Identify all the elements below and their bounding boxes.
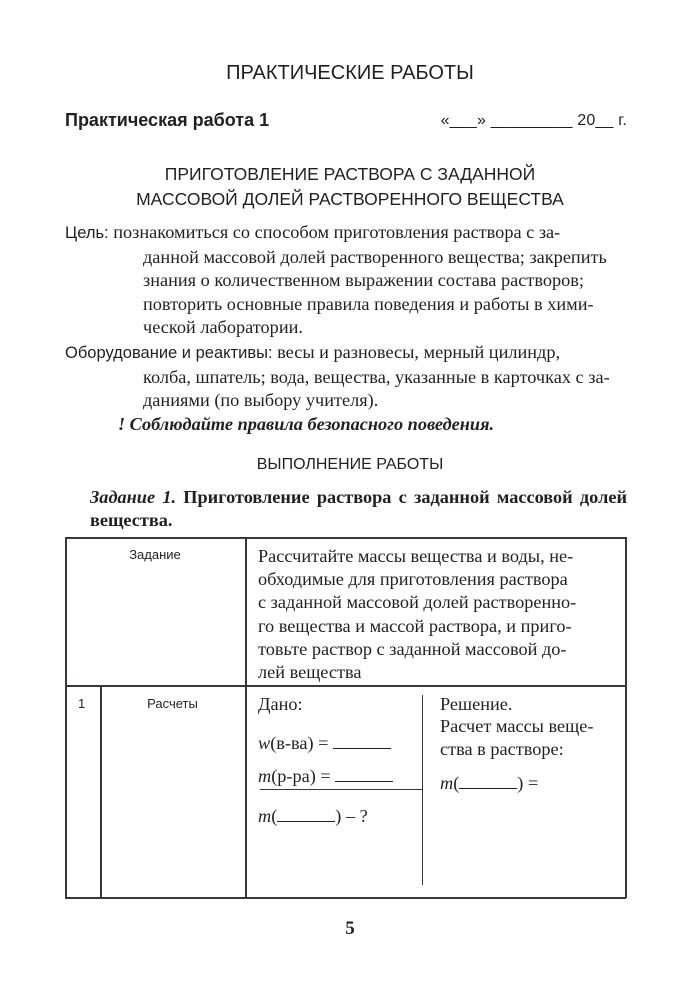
task-description-line: лей вещества xyxy=(258,662,362,683)
mass-fraction-subject: (в-ва) = xyxy=(270,733,334,753)
solution-formula xyxy=(440,773,538,794)
goal-text-line: познакомиться со способом приготовления раствора с за- xyxy=(113,222,561,242)
topic-line-1: ПРИГОТОВЛЕНИЕ РАСТВОРА С ЗАДАННОЙ xyxy=(164,164,536,184)
task-description xyxy=(258,545,616,684)
mass-symbol: m xyxy=(440,773,454,793)
formula-open: ( xyxy=(453,773,460,793)
mass-symbol: m xyxy=(258,806,272,826)
table-border-right xyxy=(625,537,627,898)
solution-title: Решение. xyxy=(440,694,513,714)
task-description-line: с заданной массовой долей растворенно- xyxy=(258,592,577,613)
task-title: Приготовление раствора с заданной массовой долей вещества. xyxy=(90,487,627,530)
equipment-text-line: весы и разновесы, мерный цилиндр, xyxy=(277,342,561,362)
given-find-divider xyxy=(260,789,423,790)
table-border-top xyxy=(65,537,626,539)
safety-note: ! Соблюдайте правила безопасного поведения. xyxy=(118,414,495,434)
table-border-left xyxy=(65,537,67,898)
goal-text-line: повторить основные правила поведения и работы в хими- xyxy=(143,293,594,314)
task-description-line: го вещества и массой раствора, и приго- xyxy=(258,615,572,636)
goal-text-line: знания о количественном выражении состава растворов; xyxy=(143,270,584,290)
find-substance-input[interactable] xyxy=(277,807,335,822)
mass-fraction-symbol: w xyxy=(258,733,271,753)
topic-title xyxy=(0,162,700,212)
find-open: ( xyxy=(271,806,278,826)
given-mass-fraction xyxy=(258,733,391,754)
solution-text-line: Расчет массы веще- xyxy=(440,716,594,736)
table-column-divider xyxy=(245,537,247,898)
given-title: Дано: xyxy=(258,694,303,714)
table-header-label: Задание xyxy=(129,547,181,562)
solution-mass-input[interactable] xyxy=(335,767,393,782)
goal-text-line: ческой лаборатории. xyxy=(143,317,303,337)
table-number-divider xyxy=(100,685,102,898)
given-solution-mass xyxy=(258,766,393,787)
task-description-line: товьте раствор с заданной массовой до- xyxy=(258,638,567,659)
row-number: 1 xyxy=(78,696,86,711)
solution-text-line: ства в растворе: xyxy=(440,739,564,759)
topic-line-2: МАССОВОЙ ДОЛЕЙ РАСТВОРЕННОГО ВЕЩЕСТВА xyxy=(136,189,564,209)
given-find xyxy=(258,806,368,827)
find-close: ) – ? xyxy=(335,806,368,826)
date-field[interactable]: «___» _________ 20__ г. xyxy=(440,112,627,129)
task-label: Задание 1. xyxy=(90,487,177,507)
task-heading xyxy=(90,486,627,532)
page-number: 5 xyxy=(345,918,355,939)
mass-symbol: m xyxy=(258,766,272,786)
goal-text-line: данной массовой долей растворенного вещества; закрепить xyxy=(143,246,607,267)
equipment-text-line: колба, шпатель; вода, вещества, указанные в карточках с за- xyxy=(143,366,610,387)
equipment-label: Оборудование и реактивы: xyxy=(65,344,273,362)
goal-label: Цель: xyxy=(65,224,109,242)
table-row-divider xyxy=(65,685,626,687)
goal-paragraph xyxy=(65,221,627,340)
solution-mass-subject: (р-ра) = xyxy=(271,766,336,786)
execution-title: ВЫПОЛНЕНИЕ РАБОТЫ xyxy=(256,456,444,473)
table-border-bottom xyxy=(65,897,626,899)
equipment-paragraph xyxy=(65,341,627,413)
equipment-text-line: даниями (по выбору учителя). xyxy=(143,390,379,410)
mass-fraction-input[interactable] xyxy=(333,734,391,749)
formula-substance-input[interactable] xyxy=(459,774,517,789)
section-title: ПРАКТИЧЕСКИЕ РАБОТЫ xyxy=(226,62,474,84)
work-title: Практическая работа 1 xyxy=(65,110,270,130)
task-description-line: Рассчитайте массы вещества и воды, не- xyxy=(258,546,574,566)
task-description-line: обходимые для приготовления раствора xyxy=(258,569,568,590)
formula-close: ) = xyxy=(517,773,539,793)
row-label: Расчеты xyxy=(147,696,198,711)
